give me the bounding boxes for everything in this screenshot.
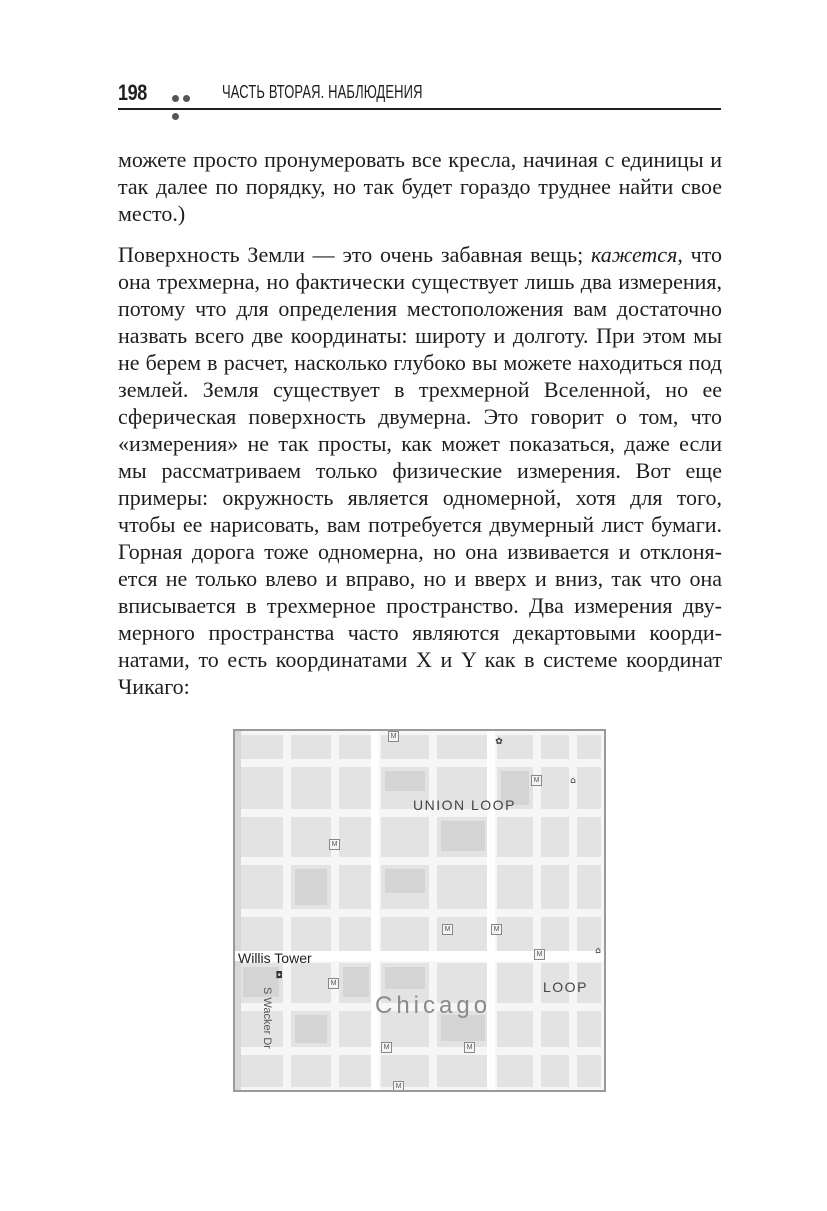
- paragraph-2-start: Поверхность Земли — это очень забавная вещь;: [118, 242, 592, 267]
- running-head: ЧАСТЬ ВТОРАЯ. НАБЛЮДЕНИЯ: [222, 82, 423, 102]
- museum-icon: ⌂: [595, 946, 601, 956]
- metro-icon: M: [328, 978, 339, 989]
- metro-icon: M: [393, 1081, 404, 1092]
- map-streets: [235, 731, 604, 1090]
- label-s-wacker-dr: S Wacker Dr: [261, 987, 273, 1049]
- paragraph-2-emphasis: кажется: [591, 242, 678, 267]
- chicago-map: [233, 729, 606, 1092]
- ornament-dots: [172, 89, 204, 97]
- page-number: 198: [118, 80, 147, 105]
- poi-icon: ✿: [495, 737, 503, 747]
- metro-icon: M: [534, 949, 545, 960]
- metro-icon: M: [329, 839, 340, 850]
- metro-icon: M: [381, 1042, 392, 1053]
- paragraph-1: можете просто пронумеровать все кресла, начиная с единицы и так далее по порядку, но так будет гораздо труднее найти свое место.): [118, 147, 722, 226]
- label-chicago: Chicago: [375, 992, 492, 1019]
- train-station-icon: ⌂: [570, 776, 576, 786]
- metro-icon: M: [464, 1042, 475, 1053]
- metro-icon: M: [531, 775, 542, 786]
- camera-icon: ◘: [275, 971, 283, 981]
- paragraph-2-rest: , что она трехмерна, но фактически существует лишь два измерения, потому что для определения местоположения вам достаточно назвать всего две координаты: широту и долготу. При этом мы не берем в расчет, насколько глубоко вы можете находиться под землей. Земля существует в трехмерной Вселенной, но ее сферическая поверхность двумерна. Это говорит о том, что «измерения» не так просты, как может показаться, даже если мы рассматриваем только физические измерения. Вот еще примеры: окружность является одномерной, хотя для того, чтобы ее нарисовать, вам потребуется двумерный лист бумаги. Горная дорога тоже одномерна, но она извивается и отклоняется не только влево и вправо, но и вверх и вниз, так что она вписывается в трехмерное пространство. Два измерения двумерного пространства часто являются декартовыми координатами, то есть координатами X и Y как в системе координат Чикаго:: [118, 242, 722, 699]
- label-union-loop: UNION LOOP: [413, 797, 516, 813]
- metro-icon: M: [388, 731, 399, 742]
- metro-icon: M: [491, 924, 502, 935]
- label-loop: LOOP: [543, 979, 588, 995]
- label-willis-tower: Willis Tower: [238, 950, 312, 966]
- page-header: [118, 80, 721, 110]
- paragraph-2: [118, 241, 722, 700]
- metro-icon: M: [442, 924, 453, 935]
